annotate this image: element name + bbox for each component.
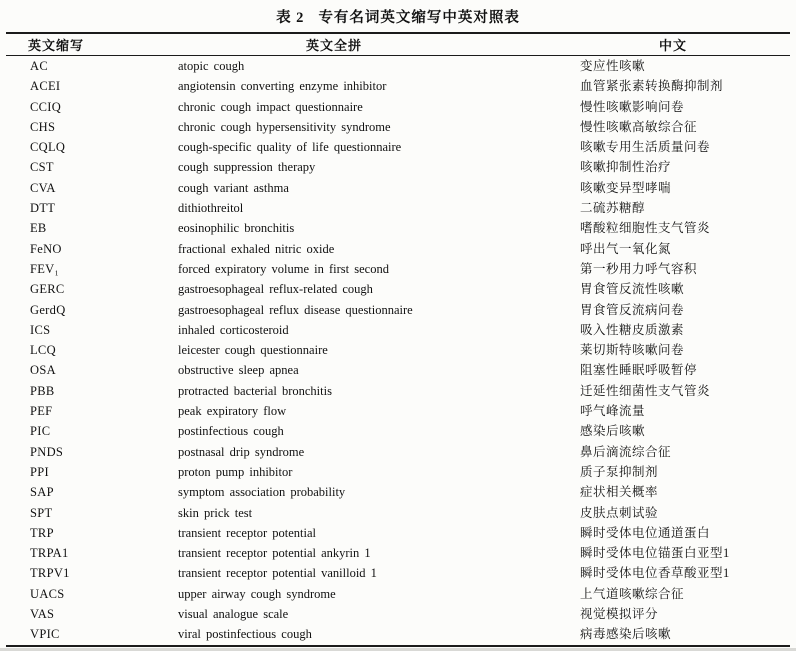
cell-full: transient receptor potential ankyrin 1 bbox=[178, 546, 371, 561]
table-row bbox=[6, 279, 790, 299]
table-row bbox=[6, 97, 790, 117]
cell-full: cough-specific quality of life questionnaire bbox=[178, 140, 402, 155]
cell-chinese: 咳嗽变异型哮喘 bbox=[580, 180, 672, 195]
table-row bbox=[6, 360, 790, 380]
table-row bbox=[6, 320, 790, 340]
table-row bbox=[6, 421, 790, 441]
table-row bbox=[6, 604, 790, 624]
cell-chinese: 胃食管反流性咳嗽 bbox=[580, 282, 685, 297]
cell-abbr: CHS bbox=[30, 119, 56, 134]
cell-abbr: PNDS bbox=[30, 444, 64, 459]
cell-full: chronic cough hypersensitivity syndrome bbox=[178, 119, 391, 134]
cell-abbr: CQLQ bbox=[30, 140, 66, 155]
cell-chinese: 慢性咳嗽高敏综合征 bbox=[580, 119, 698, 134]
cell-full: transient receptor potential bbox=[178, 525, 316, 540]
cell-chinese: 胃食管反流病问卷 bbox=[580, 302, 685, 317]
table-row bbox=[6, 259, 790, 279]
table-row bbox=[6, 401, 790, 421]
cell-full: dithiothreitol bbox=[178, 201, 244, 216]
cell-chinese: 鼻后滴流综合征 bbox=[580, 444, 672, 459]
table-row bbox=[6, 300, 790, 320]
column-header-abbreviation: 英文缩写 bbox=[6, 33, 172, 56]
cell-abbr: ACEI bbox=[30, 79, 61, 94]
cell-chinese: 症状相关概率 bbox=[580, 485, 659, 500]
cell-full: visual analogue scale bbox=[178, 607, 289, 622]
table-row bbox=[6, 198, 790, 218]
cell-chinese: 莱切斯特咳嗽问卷 bbox=[580, 343, 685, 358]
cell-full: inhaled corticosteroid bbox=[178, 322, 289, 337]
cell-chinese: 呼气峰流量 bbox=[580, 404, 646, 419]
table-caption: 专有名词英文缩写中英对照表 bbox=[318, 9, 520, 26]
cell-abbr: CST bbox=[30, 160, 54, 175]
cell-abbr: SPT bbox=[30, 505, 53, 520]
table-row bbox=[6, 56, 790, 77]
cell-abbr: UACS bbox=[30, 586, 65, 601]
cell-chinese: 呼出气一氧化氮 bbox=[580, 241, 672, 256]
cell-abbr: EB bbox=[30, 221, 47, 236]
cell-full: skin prick test bbox=[178, 505, 253, 520]
cell-abbr: PIC bbox=[30, 424, 51, 439]
cell-abbr: SAP bbox=[30, 485, 54, 500]
cell-full: atopic cough bbox=[178, 59, 245, 73]
cell-full: postinfectious cough bbox=[178, 424, 284, 439]
cell-chinese: 咳嗽抑制性治疗 bbox=[580, 160, 672, 175]
cell-chinese: 瞬时受体电位锚蛋白亚型1 bbox=[580, 546, 730, 561]
table-row bbox=[6, 381, 790, 401]
table-row bbox=[6, 442, 790, 462]
cell-abbr: CVA bbox=[30, 180, 56, 195]
cell-chinese: 血管紧张素转换酶抑制剂 bbox=[580, 79, 724, 94]
table-row bbox=[6, 462, 790, 482]
table-row bbox=[6, 137, 790, 157]
cell-abbr: FeNO bbox=[30, 241, 62, 256]
cell-chinese: 视觉模拟评分 bbox=[580, 607, 659, 622]
cell-abbr: OSA bbox=[30, 363, 56, 378]
cell-chinese: 变应性咳嗽 bbox=[580, 59, 646, 73]
cell-full: gastroesophageal reflux-related cough bbox=[178, 282, 373, 297]
cell-abbr: AC bbox=[30, 59, 48, 73]
table-number: 表 2 bbox=[276, 9, 305, 26]
cell-full: transient receptor potential vanilloid 1 bbox=[178, 566, 377, 581]
table-row bbox=[6, 178, 790, 198]
cell-abbr: TRPA1 bbox=[30, 546, 69, 561]
cell-full: angiotensin converting enzyme inhibitor bbox=[178, 79, 387, 94]
cell-chinese: 二硫苏糖醇 bbox=[580, 201, 646, 216]
cell-chinese: 第一秒用力呼气容积 bbox=[580, 261, 698, 276]
cell-abbr: TRPV1 bbox=[30, 566, 70, 581]
table-row bbox=[6, 239, 790, 259]
cell-full: postnasal drip syndrome bbox=[178, 444, 305, 459]
cell-abbr: VPIC bbox=[30, 627, 60, 642]
cell-full: gastroesophageal reflux disease questionnaire bbox=[178, 302, 413, 317]
table-row bbox=[6, 482, 790, 502]
header-row bbox=[6, 33, 790, 56]
cell-full: symptom association probability bbox=[178, 485, 346, 500]
table-row bbox=[6, 340, 790, 360]
table-row bbox=[6, 624, 790, 645]
cell-abbr: GerdQ bbox=[30, 302, 66, 317]
cell-full: viral postinfectious cough bbox=[178, 627, 312, 642]
cell-full: obstructive sleep apnea bbox=[178, 363, 299, 378]
cell-full: forced expiratory volume in first second bbox=[178, 261, 389, 276]
cell-full: protracted bacterial bronchitis bbox=[178, 383, 332, 398]
cell-full: eosinophilic bronchitis bbox=[178, 221, 295, 236]
cell-full: upper airway cough syndrome bbox=[178, 586, 336, 601]
table-row bbox=[6, 218, 790, 238]
cell-abbr: PBB bbox=[30, 383, 55, 398]
cell-abbr: VAS bbox=[30, 607, 55, 622]
cell-abbr: FEV₁ bbox=[30, 261, 60, 276]
cell-chinese: 吸入性糖皮质激素 bbox=[580, 322, 685, 337]
table-body bbox=[6, 56, 790, 646]
cell-chinese: 皮肤点刺试验 bbox=[580, 505, 659, 520]
table-row bbox=[6, 563, 790, 583]
cell-chinese: 嗜酸粒细胞性支气管炎 bbox=[580, 221, 711, 236]
cell-chinese: 感染后咳嗽 bbox=[580, 424, 646, 439]
cell-abbr: LCQ bbox=[30, 343, 56, 358]
cell-full: leicester cough questionnaire bbox=[178, 343, 328, 358]
cell-full: cough variant asthma bbox=[178, 180, 289, 195]
cell-abbr: CCIQ bbox=[30, 99, 62, 114]
cell-chinese: 咳嗽专用生活质量问卷 bbox=[580, 140, 711, 155]
table-row bbox=[6, 117, 790, 137]
cell-chinese: 阻塞性睡眠呼吸暂停 bbox=[580, 363, 698, 378]
cell-abbr: GERC bbox=[30, 282, 65, 297]
cell-chinese: 瞬时受体电位香草酸亚型1 bbox=[580, 566, 730, 581]
cell-abbr: PEF bbox=[30, 404, 53, 419]
table-row bbox=[6, 543, 790, 563]
cell-chinese: 上气道咳嗽综合征 bbox=[580, 586, 685, 601]
cell-abbr: PPI bbox=[30, 464, 49, 479]
column-header-chinese: 中文 bbox=[568, 33, 790, 56]
cell-abbr: TRP bbox=[30, 525, 54, 540]
cell-full: chronic cough impact questionnaire bbox=[178, 99, 363, 114]
cell-full: cough suppression therapy bbox=[178, 160, 316, 175]
table-title bbox=[0, 0, 796, 32]
table-row bbox=[6, 584, 790, 604]
cell-chinese: 慢性咳嗽影响问卷 bbox=[580, 99, 685, 114]
cell-full: fractional exhaled nitric oxide bbox=[178, 241, 335, 256]
cell-chinese: 质子泵抑制剂 bbox=[580, 464, 659, 479]
table-row bbox=[6, 157, 790, 177]
column-header-english-full: 英文全拼 bbox=[172, 33, 568, 56]
cell-chinese: 瞬时受体电位通道蛋白 bbox=[580, 525, 711, 540]
table-row bbox=[6, 523, 790, 543]
cell-abbr: ICS bbox=[30, 322, 51, 337]
cell-full: peak expiratory flow bbox=[178, 404, 287, 419]
cell-abbr: DTT bbox=[30, 201, 56, 216]
cell-full: proton pump inhibitor bbox=[178, 464, 293, 479]
table-row bbox=[6, 76, 790, 96]
cell-chinese: 迁延性细菌性支气管炎 bbox=[580, 383, 711, 398]
table-row bbox=[6, 503, 790, 523]
abbreviation-glossary-table bbox=[6, 32, 790, 647]
cell-chinese: 病毒感染后咳嗽 bbox=[580, 627, 672, 642]
